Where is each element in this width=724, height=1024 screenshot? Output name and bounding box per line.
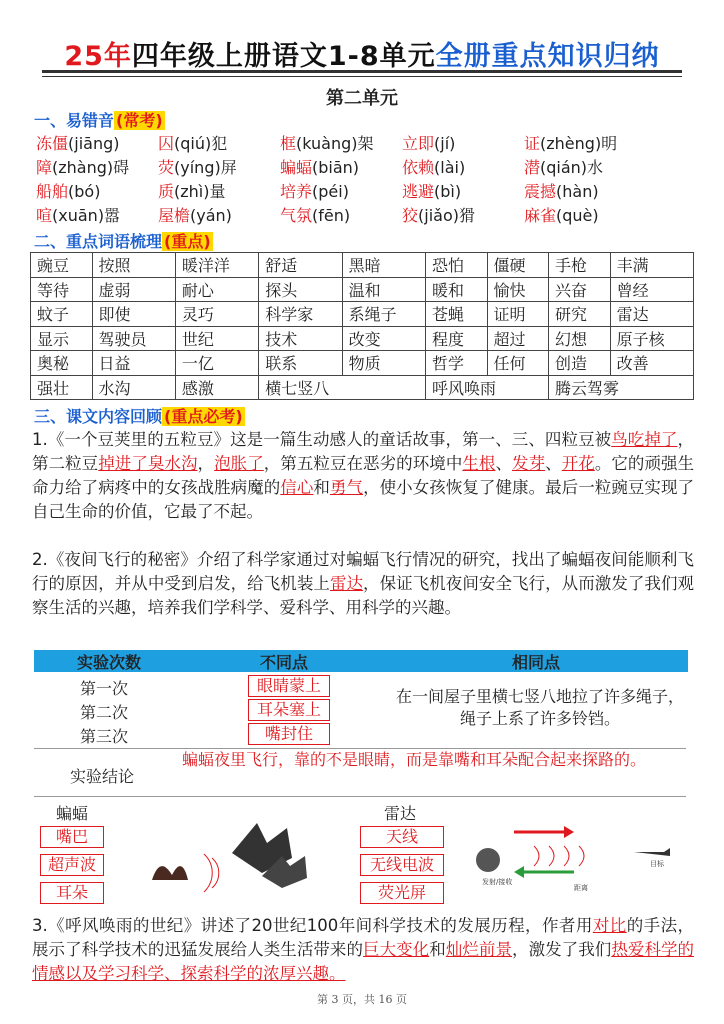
pinyin-item: 气氛(fēn) — [280, 206, 351, 225]
word-row — [31, 302, 694, 327]
pinyin-row — [36, 180, 696, 204]
experiment-header: 实验次数 不同点 相同点 — [34, 650, 688, 672]
experiment-row — [34, 722, 384, 746]
word-cell: 物质 — [342, 351, 425, 376]
word-cell: 舒适 — [259, 253, 342, 278]
pinyin-item: 障(zhàng)碍 — [36, 158, 130, 177]
unit-heading: 第二单元 — [326, 88, 398, 109]
word-cell: 兴奋 — [549, 277, 611, 302]
word-cell: 蚊子 — [31, 302, 93, 327]
pinyin-item: 冻僵(jiāng) — [36, 134, 120, 153]
word-cell: 按照 — [92, 253, 175, 278]
word-cell: 豌豆 — [31, 253, 93, 278]
same-point: 在一间屋子里横七竖八地拉了许多绳子，绳子上系了许多铃铛。 — [395, 687, 684, 728]
word-cell: 雷达 — [610, 302, 693, 327]
word-cell: 系绳子 — [342, 302, 425, 327]
title-rule-thin — [42, 76, 682, 77]
word-cell: 暖洋洋 — [175, 253, 258, 278]
conclusion-text: 蝙蝠夜里飞行，靠的不是眼睛，而是靠嘴和耳朵配合起来探路的。 — [182, 750, 647, 769]
bat-illustration — [112, 818, 342, 894]
radar-feature: 天线 — [360, 826, 444, 848]
word-cell: 科学家 — [259, 302, 342, 327]
pinyin-item: 屋檐(yán) — [158, 206, 232, 225]
bat-feature: 耳朵 — [40, 882, 104, 904]
word-cell: 奥秘 — [31, 351, 93, 376]
word-cell: 暖和 — [426, 277, 488, 302]
bat-feature: 超声波 — [40, 854, 104, 876]
pinyin-item: 框(kuàng)架 — [280, 134, 374, 153]
word-cell: 世纪 — [175, 326, 258, 351]
pinyin-item: 逃避(bì) — [402, 182, 462, 201]
experiment-row — [34, 698, 384, 722]
word-cell: 超过 — [487, 326, 549, 351]
word-cell: 程度 — [426, 326, 488, 351]
word-cell: 日益 — [92, 351, 175, 376]
word-cell: 横七竖八 — [259, 375, 426, 400]
word-cell: 灵巧 — [175, 302, 258, 327]
bat-feature: 嘴巴 — [40, 826, 104, 848]
trial-difference: 耳朵塞上 — [248, 699, 330, 721]
word-cell: 证明 — [487, 302, 549, 327]
bat-label: 蝙蝠 — [56, 804, 89, 823]
pinyin-item: 依赖(lài) — [402, 158, 466, 177]
radar-feature: 无线电波 — [360, 854, 444, 876]
pinyin-list — [36, 132, 696, 228]
word-cell: 探头 — [259, 277, 342, 302]
word-cell: 耐心 — [175, 277, 258, 302]
word-row — [31, 253, 694, 278]
conclusion-label: 实验结论 — [70, 767, 135, 786]
section-heading-pinyin: 一、易错音 (常考) — [34, 111, 163, 130]
svg-text:距离: 距离 — [574, 884, 588, 892]
pinyin-item: 喧(xuān)嚣 — [36, 206, 121, 225]
pinyin-row — [36, 156, 696, 180]
pinyin-item: 狡(jiǎo)猾 — [402, 206, 475, 225]
section-heading-review: 三、课文内容回顾 (重点必考) — [34, 407, 243, 426]
trial-label: 第一次 — [80, 679, 129, 698]
pinyin-item: 质(zhì)量 — [158, 182, 226, 201]
svg-text:目标: 目标 — [650, 860, 664, 868]
word-cell: 任何 — [487, 351, 549, 376]
experiment-table — [34, 650, 688, 902]
pinyin-item: 潜(qián)水 — [524, 158, 604, 177]
word-row — [31, 326, 694, 351]
pinyin-item: 培养(péi) — [280, 182, 349, 201]
pinyin-item: 震撼(hàn) — [524, 182, 599, 201]
word-cell: 原子核 — [610, 326, 693, 351]
word-cell: 改变 — [342, 326, 425, 351]
section-heading-words: 二、重点词语梳理 (重点) — [34, 232, 211, 251]
word-cell: 改善 — [610, 351, 693, 376]
pinyin-row — [36, 132, 696, 156]
word-cell: 黑暗 — [342, 253, 425, 278]
title-rule — [42, 70, 682, 73]
page-footer: 第 3 页，共 16 页 — [317, 993, 407, 1006]
word-cell: 驾驶员 — [92, 326, 175, 351]
word-cell: 手枪 — [549, 253, 611, 278]
pinyin-item: 蝙蝠(biān) — [280, 158, 360, 177]
word-cell: 呼风唤雨 — [426, 375, 549, 400]
pinyin-item: 立即(jí) — [402, 134, 456, 153]
pinyin-item: 荧(yíng)屏 — [158, 158, 237, 177]
word-cell: 即使 — [92, 302, 175, 327]
pinyin-item: 证(zhèng)明 — [524, 134, 618, 153]
radar-illustration — [474, 812, 688, 892]
pinyin-item: 囚(qiú)犯 — [158, 134, 228, 153]
page-title: 25年四年级上册语文1-8单元全册重点知识归纳 — [64, 41, 660, 72]
pinyin-item: 麻雀(què) — [524, 206, 599, 225]
word-cell: 感激 — [175, 375, 258, 400]
word-cell: 曾经 — [610, 277, 693, 302]
word-cell: 强壮 — [31, 375, 93, 400]
pinyin-row — [36, 204, 696, 228]
radar-feature: 荧光屏 — [360, 882, 444, 904]
word-cell: 苍蝇 — [426, 302, 488, 327]
svg-text:发射/接收: 发射/接收 — [482, 878, 513, 886]
word-cell: 创造 — [549, 351, 611, 376]
word-cell: 腾云驾雾 — [549, 375, 694, 400]
word-cell: 一亿 — [175, 351, 258, 376]
word-row — [31, 375, 694, 400]
pinyin-item: 船舶(bó) — [36, 182, 101, 201]
word-cell: 哲学 — [426, 351, 488, 376]
word-cell: 水沟 — [92, 375, 175, 400]
trial-label: 第三次 — [80, 727, 129, 746]
trial-difference: 嘴封住 — [248, 723, 330, 745]
word-cell: 恐怕 — [426, 253, 488, 278]
word-cell: 虚弱 — [92, 277, 175, 302]
experiment-row — [34, 674, 384, 698]
word-cell: 技术 — [259, 326, 342, 351]
radar-label: 雷达 — [384, 804, 417, 823]
word-row — [31, 277, 694, 302]
word-cell: 丰满 — [610, 253, 693, 278]
word-cell: 温和 — [342, 277, 425, 302]
word-cell: 幻想 — [549, 326, 611, 351]
paragraph-2: 2.《夜间飞行的秘密》介绍了科学家通过对蝙蝠飞行情况的研究，找出了蝙蝠夜间能顺利飞行的原因，并从中受到启发，给飞机装上雷达，保证飞机夜间安全飞行，从而激发了我们观察生活的兴趣，培养我们学科学、爱科学、用科学的兴趣。 — [32, 550, 695, 617]
word-cell: 研究 — [549, 302, 611, 327]
word-cell: 联系 — [259, 351, 342, 376]
paragraph-3: 3.《呼风唤雨的世纪》讲述了20世纪100年间科学技术的发展历程，作者用对比的手法，展示了科学技术的迅猛发展给人类生活带来的巨大变化和灿烂前景，激发了我们热爱科学的情感以及学习科学、探索科学的浓厚兴趣。 — [32, 916, 695, 983]
word-cell: 愉快 — [487, 277, 549, 302]
word-row — [31, 351, 694, 376]
word-cell: 显示 — [31, 326, 93, 351]
word-table — [30, 252, 694, 400]
trial-label: 第二次 — [80, 703, 129, 722]
word-cell: 等待 — [31, 277, 93, 302]
paragraph-1: 1.《一个豆荚里的五粒豆》这是一篇生动感人的童话故事，第一、三、四粒豆被鸟吃掉了，第二粒豆掉进了臭水沟，泡胀了，第五粒豆在恶劣的环境中生根、发芽、开花。它的顽强生命力给了病疼中的女孩战胜病魔的信心和勇气，使小女孩恢复了健康。最后一粒豌豆实现了自己生命的价值，它最了不起。 — [32, 430, 695, 521]
trial-difference: 眼睛蒙上 — [248, 675, 330, 697]
word-cell: 僵硬 — [487, 253, 549, 278]
